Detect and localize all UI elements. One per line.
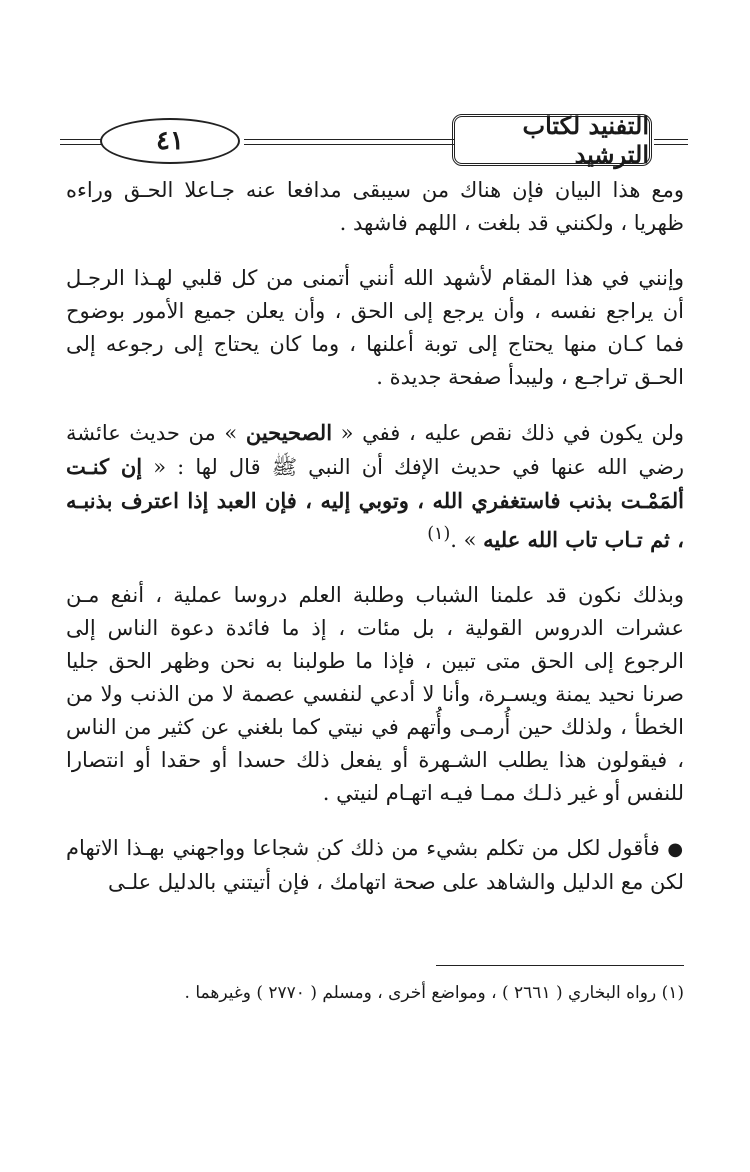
hadith-paragraph [66, 416, 684, 557]
header-rule [654, 144, 688, 145]
bold-term: الصحيحين [245, 420, 333, 445]
page-header [60, 108, 688, 169]
speck [317, 860, 319, 862]
header-rule [244, 144, 454, 145]
paragraph: ومع هذا البيان فإن هناك من سيبقى مدافعا عنه جـاعلا الحـق وراءه ظهريا ، ولكنني قد بلغت ، اللهم فاشهد . [66, 178, 684, 235]
header-rule [654, 139, 688, 140]
hadith-quote: إن كنـت ألمَمْـت بذنب فاستغفري الله ، وتوبي إليه ، فإن العبد إذا اعترف بذنبـه ، ثم تـاب تاب الله عليه [66, 454, 684, 552]
header-rule [60, 144, 102, 145]
main-text [66, 174, 684, 921]
bullet-icon: ● [667, 839, 684, 860]
text-span: ولن يكون في ذلك نقص عليه ، ففي « [332, 421, 684, 445]
paragraph: وبذلك نكون قد علمنا الشباب وطلبة العلم دروسا عملية ، أنفع مـن عشرات الدروس القولية ، بل مئات ، إذ ما فائدة دعوة الناس إلى الرجوع إلى الحق متى تبين ، فإذا ما طولبنا به نحن وظهر الحق جليا صرنا نحيد يمنة ويسـرة، وأنا لا أدعي لنفسي عصمة لا من الذنب ولا من الخطأ ، ولذلك حين أُرمـى وأُتهم في نيتي كما بلغني عن كثير من الناس ، فيقولون هذا يطلب الشـهرة أو يفعل ذلك حسدا أو حقدا أو انتصارا للنفس أو غير ذلـك ممـا فيـه اتهـام لنيتي . [66, 583, 684, 805]
text-span: » من حديث عائشة رضي الله عنها في حديث الإفك أن النبي ﷺ قال لها : « [66, 421, 684, 479]
text-span: » . [450, 528, 484, 552]
paragraph [66, 832, 684, 899]
footnote-ref: (١) [427, 524, 451, 544]
footnote-separator [436, 965, 684, 966]
page-number-text: ٤١ [156, 126, 184, 156]
running-title-text: التفنيد لكتاب الترشيد [522, 111, 649, 169]
footnote: (١) رواه البخاري ( ٢٦٦١ ) ، ومواضع أخرى ، ومسلم ( ٢٧٧٠ ) وغيرهما . [184, 983, 684, 1003]
header-rule [60, 139, 102, 140]
page-number [100, 118, 240, 164]
running-title [452, 111, 652, 169]
header-rule [244, 139, 454, 140]
text-span: فأقول لكل من تكلم بشيء من ذلك كن شجاعا وواجهني بهـذا الاتهام لكن مع الدليل والشاهد على صحة اتهامك ، فإن أتيتني بالدليل علـى [66, 836, 684, 894]
paragraph: وإنني في هذا المقام لأشهد الله أنني أتمنى من كل قلبي لهـذا الرجـل أن يراجع نفسه ، وأن يرجع إلى الحق ، وأن يعلن جميع الأمور بوضوح فما كـان منها يحتاج إلى توبة أعلنها ، وما كان يحتاج إلى رجوعه إلى الحـق تراجـع ، وليبدأ صفحة جديدة . [66, 266, 684, 389]
